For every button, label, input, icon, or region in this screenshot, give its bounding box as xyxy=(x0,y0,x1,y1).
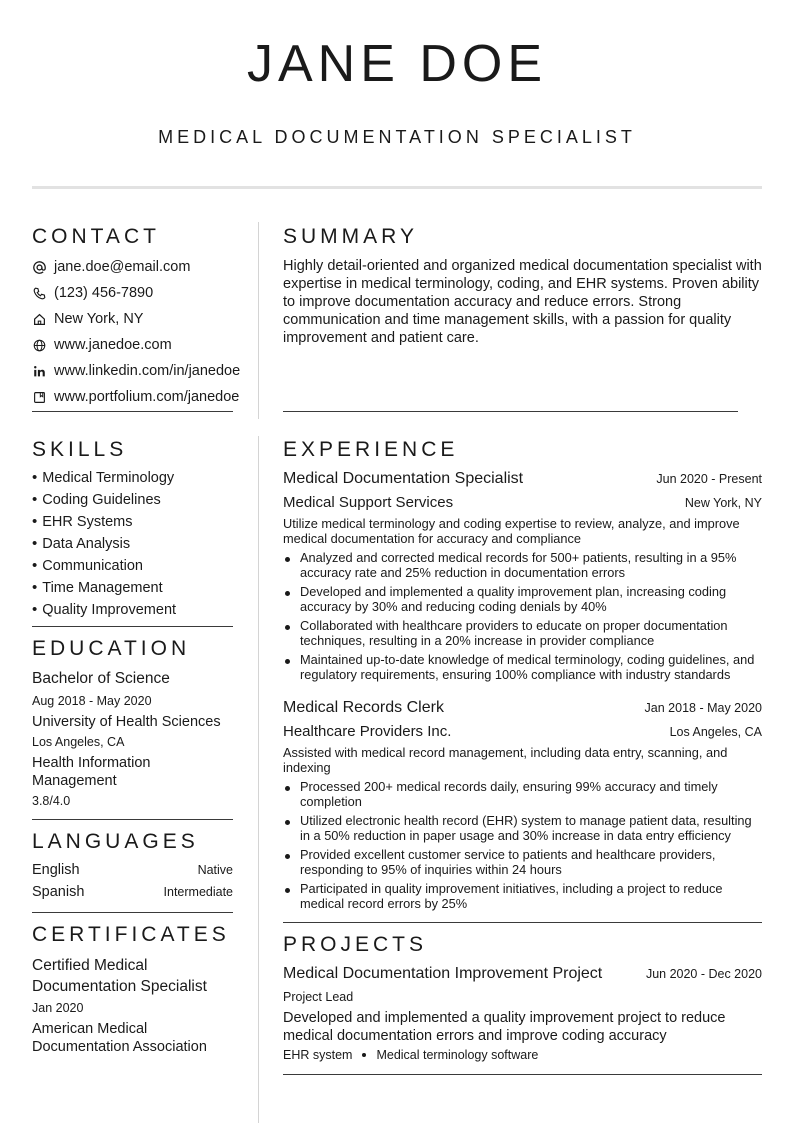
education-heading: EDUCATION xyxy=(32,637,191,660)
summary-text: Highly detail-oriented and organized medical documentation specialist with expertise in medical terminology, coding, and EHR systems. Proven ability to improve documentation accuracy and reduce errors. Strong communication and time management skills, with a passion for quality improvement and patient care. xyxy=(283,258,762,346)
job-bullet-text: Utilized electronic health record (EHR) system to manage patient data, resulting in a 50% reduction in paper usage and 30% increase in data entry efficiency xyxy=(300,813,752,843)
job-header xyxy=(283,470,762,488)
portfolio-icon xyxy=(32,390,46,404)
contact-portfolio-text: www.portfolium.com/janedoe xyxy=(54,389,240,405)
contact-phone[interactable] xyxy=(32,280,272,306)
job-bullet xyxy=(283,881,762,911)
education-location: Los Angeles, CA xyxy=(32,735,125,749)
bullet-dot xyxy=(285,820,290,825)
education-dates: Aug 2018 - May 2020 xyxy=(32,694,152,708)
skill-item: • Time Management xyxy=(32,577,252,599)
education-major: Health Information Management xyxy=(32,755,151,789)
skill-item: • EHR Systems xyxy=(32,511,252,533)
contact-linkedin[interactable] xyxy=(32,358,272,384)
tool-separator xyxy=(362,1053,366,1057)
column-divider-main xyxy=(258,436,259,1123)
language-level: Intermediate xyxy=(163,885,233,899)
job-bullet xyxy=(283,550,762,580)
project-dates: Jun 2020 - Dec 2020 xyxy=(645,967,762,981)
contact-heading: CONTACT xyxy=(32,225,160,248)
job-bullets xyxy=(283,779,762,915)
job-bullet xyxy=(283,618,762,648)
job-description: Utilize medical terminology and coding expertise to review, analyze, and improve medical documentation for accuracy and compliance xyxy=(283,516,740,546)
skill-item: • Coding Guidelines xyxy=(32,489,252,511)
job-header xyxy=(283,699,762,717)
experience-divider xyxy=(283,922,762,923)
contact-divider xyxy=(32,411,233,412)
contact-list xyxy=(32,254,272,410)
resume-title: MEDICAL DOCUMENTATION SPECIALIST xyxy=(158,127,636,147)
skills-list xyxy=(32,467,252,621)
job-company: Medical Support Services xyxy=(283,494,454,511)
linkedin-icon xyxy=(32,364,46,378)
certificate-issuer: American Medical Documentation Association xyxy=(32,1021,207,1055)
job-dates: Jun 2020 - Present xyxy=(656,472,762,486)
home-icon xyxy=(32,312,46,326)
header-divider xyxy=(32,186,762,189)
job-bullet-text: Collaborated with healthcare providers to educate on proper documentation techniques, resulting in a 20% increase in provider compliance xyxy=(300,618,728,648)
job-company-row xyxy=(283,494,762,511)
job-bullet xyxy=(283,813,762,843)
contact-linkedin-text: www.linkedin.com/in/janedoe xyxy=(54,363,241,379)
projects-divider xyxy=(283,1074,762,1075)
bullet-dot xyxy=(285,557,290,562)
contact-website-text: www.janedoe.com xyxy=(54,337,172,353)
job-location: Los Angeles, CA xyxy=(669,725,762,739)
job-bullet xyxy=(283,652,762,682)
language-row xyxy=(32,884,233,900)
globe-icon xyxy=(32,338,46,352)
job-bullet-text: Processed 200+ medical records daily, ensuring 99% accuracy and timely completion xyxy=(300,779,718,809)
job-bullet-text: Analyzed and corrected medical records for 500+ patients, resulting in a 95% accuracy rate and 25% reduction in documentation errors xyxy=(300,550,737,580)
project-title: Medical Documentation Improvement Project xyxy=(283,965,603,982)
job-bullets xyxy=(283,550,762,686)
job-company-row xyxy=(283,723,762,740)
project-tools xyxy=(283,1048,538,1062)
skill-item: • Communication xyxy=(32,555,252,577)
job-title: Medical Documentation Specialist xyxy=(283,470,524,487)
certificate-date: Jan 2020 xyxy=(32,1001,84,1015)
project-header xyxy=(283,965,762,983)
skill-item: • Data Analysis xyxy=(32,533,252,555)
project-tool: EHR system xyxy=(283,1048,353,1062)
bullet-dot xyxy=(285,659,290,664)
job-bullet-text: Developed and implemented a quality improvement plan, increasing coding accuracy by 30% and reducing coding denials by 40% xyxy=(300,584,727,614)
project-role: Project Lead xyxy=(283,990,354,1004)
job-bullet-text: Participated in quality improvement initiatives, including a project to reduce medical record errors by 25% xyxy=(300,881,723,911)
education-degree: Bachelor of Science xyxy=(32,670,170,687)
bullet-dot xyxy=(285,625,290,630)
skill-item: • Quality Improvement xyxy=(32,599,252,621)
contact-email[interactable] xyxy=(32,254,272,280)
at-icon xyxy=(32,260,46,274)
job-bullet xyxy=(283,584,762,614)
contact-email-text: jane.doe@email.com xyxy=(54,259,191,275)
job-bullet xyxy=(283,847,762,877)
bullet-dot xyxy=(285,854,290,859)
job-company: Healthcare Providers Inc. xyxy=(283,723,452,740)
phone-icon xyxy=(32,286,46,300)
skill-item: • Medical Terminology xyxy=(32,467,252,489)
projects-heading: PROJECTS xyxy=(283,933,428,956)
bullet-dot xyxy=(285,786,290,791)
skills-heading: SKILLS xyxy=(32,438,128,461)
job-bullet-text: Maintained up-to-date knowledge of medical terminology, coding guidelines, and regulatory requirements, ensuring 100% compliance with industry standards xyxy=(300,652,755,682)
job-bullet-text: Provided excellent customer service to patients and healthcare providers, responding to 95% of inquiries within 24 hours xyxy=(300,847,716,877)
skills-divider xyxy=(32,626,233,627)
languages-heading: LANGUAGES xyxy=(32,830,199,853)
language-level: Native xyxy=(197,863,233,877)
summary-divider xyxy=(283,411,738,412)
education-gpa: 3.8/4.0 xyxy=(32,794,71,808)
bullet-dot xyxy=(285,888,290,893)
education-divider xyxy=(32,819,233,820)
resume-name: JANE DOE xyxy=(246,35,548,93)
job-bullet xyxy=(283,779,762,809)
language-name: Spanish xyxy=(32,884,85,900)
language-row xyxy=(32,862,233,878)
job-dates: Jan 2018 - May 2020 xyxy=(644,701,762,715)
experience-heading: EXPERIENCE xyxy=(283,438,459,461)
job-location: New York, NY xyxy=(684,496,762,510)
job-description: Assisted with medical record management, including data entry, scanning, and indexing xyxy=(283,745,728,775)
job-title: Medical Records Clerk xyxy=(283,699,444,716)
languages-divider xyxy=(32,912,233,913)
project-tool: Medical terminology software xyxy=(376,1048,539,1062)
contact-portfolio[interactable] xyxy=(32,384,272,410)
summary-heading: SUMMARY xyxy=(283,225,418,248)
contact-location-text: New York, NY xyxy=(54,311,144,327)
certificate-name: Certified Medical Documentation Specialist xyxy=(32,957,207,995)
education-school: University of Health Sciences xyxy=(32,714,221,730)
bullet-dot xyxy=(285,591,290,596)
contact-phone-text: (123) 456-7890 xyxy=(54,285,154,301)
contact-website[interactable] xyxy=(32,332,272,358)
certificates-heading: CERTIFICATES xyxy=(32,923,230,946)
contact-location xyxy=(32,306,272,332)
language-name: English xyxy=(32,862,80,878)
project-description: Developed and implemented a quality improvement project to reduce medical documentation errors and improve coding accuracy xyxy=(283,1010,726,1044)
